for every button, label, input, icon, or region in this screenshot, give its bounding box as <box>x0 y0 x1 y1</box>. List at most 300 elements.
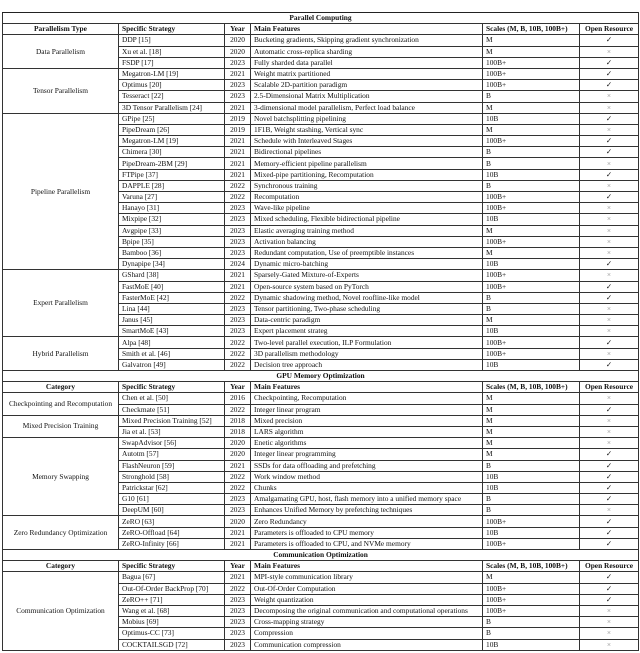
strategy-cell: Jia et al. [53] <box>119 426 225 437</box>
strategy-cell: ZeRO [63] <box>119 516 225 527</box>
table-row <box>3 393 639 404</box>
strategy-cell: G10 [61] <box>119 494 225 505</box>
scales-header: Scales (M, B, 10B, 100B+) <box>483 382 580 393</box>
table-row <box>3 68 639 79</box>
year-cell: 2023 <box>225 628 251 639</box>
year-cell: 2023 <box>225 303 251 314</box>
check-icon: ✓ <box>580 449 639 460</box>
features-cell: Integer linear program <box>251 404 483 415</box>
scale-cell: 100B+ <box>483 594 580 605</box>
strategy-cell: Bpipe [35] <box>119 236 225 247</box>
features-cell: Communication compression <box>251 639 483 650</box>
scale-cell: 100B+ <box>483 538 580 549</box>
features-cell: 2.5-Dimensional Matrix Multiplication <box>251 91 483 102</box>
strategy-cell: SmartMoE [43] <box>119 326 225 337</box>
scale-cell: B <box>483 158 580 169</box>
year-cell: 2020 <box>225 516 251 527</box>
cross-icon: × <box>580 315 639 326</box>
check-icon: ✓ <box>580 404 639 415</box>
features-cell: Cross-mapping strategy <box>251 617 483 628</box>
year-cell: 2023 <box>225 494 251 505</box>
features-cell: Activation balancing <box>251 236 483 247</box>
year-cell: 2022 <box>225 404 251 415</box>
features-cell: Parameters is offloaded to CPU memory <box>251 527 483 538</box>
year-cell: 2021 <box>225 136 251 147</box>
cross-icon: × <box>580 247 639 258</box>
strategy-cell: SwapAdvisor [56] <box>119 438 225 449</box>
strategy-cell: Xu et al. [18] <box>119 46 225 57</box>
strategy-cell: Mixed Precision Training [52] <box>119 415 225 426</box>
scale-cell: B <box>483 292 580 303</box>
scale-cell: 10B <box>483 169 580 180</box>
scale-cell: M <box>483 415 580 426</box>
strategy-cell: Dynapipe [34] <box>119 259 225 270</box>
check-icon: ✓ <box>580 583 639 594</box>
scale-cell: 10B <box>483 259 580 270</box>
year-cell: 2023 <box>225 91 251 102</box>
year-cell: 2021 <box>225 270 251 281</box>
scale-cell: 100B+ <box>483 605 580 616</box>
features-cell: Mixed precision <box>251 415 483 426</box>
year-cell: 2023 <box>225 236 251 247</box>
cross-icon: × <box>580 426 639 437</box>
check-icon: ✓ <box>580 494 639 505</box>
scale-cell: M <box>483 46 580 57</box>
year-cell: 2021 <box>225 169 251 180</box>
features-cell: Dynamic shadowing method, Novel roofline-like model <box>251 292 483 303</box>
strategy-cell: Janus [45] <box>119 315 225 326</box>
category-cell: Expert Parallelism <box>3 270 119 337</box>
features-cell: 3-dimensional model parallelism, Perfect load balance <box>251 102 483 113</box>
features-cell: Mixed-pipe partitioning, Recomputation <box>251 169 483 180</box>
strategy-cell: Checkmate [51] <box>119 404 225 415</box>
features-cell: Memory-efficient pipeline parallelism <box>251 158 483 169</box>
features-cell: LARS algorithm <box>251 426 483 437</box>
year-cell: 2023 <box>225 639 251 650</box>
category-header: Category <box>3 382 119 393</box>
scale-cell: 100B+ <box>483 281 580 292</box>
scale-cell: 10B <box>483 527 580 538</box>
scale-cell: B <box>483 460 580 471</box>
year-cell: 2022 <box>225 359 251 370</box>
year-cell: 2020 <box>225 438 251 449</box>
table-row <box>3 270 639 281</box>
cross-icon: × <box>580 617 639 628</box>
year-cell: 2023 <box>225 605 251 616</box>
features-cell: Weight quantization <box>251 594 483 605</box>
check-icon: ✓ <box>580 359 639 370</box>
strategy-cell: GPipe [25] <box>119 113 225 124</box>
features-cell: Zero Redundancy <box>251 516 483 527</box>
year-cell: 2022 <box>225 192 251 203</box>
features-cell: 1F1B, Weight stashing, Vertical sync <box>251 124 483 135</box>
features-cell: Fully sharded data parallel <box>251 57 483 68</box>
scales-header: Scales (M, B, 10B, 100B+) <box>483 24 580 35</box>
features-cell: Expert placement strateg <box>251 326 483 337</box>
scale-cell: M <box>483 247 580 258</box>
check-icon: ✓ <box>580 35 639 46</box>
section-title-row <box>3 13 639 24</box>
table-row <box>3 337 639 348</box>
scale-cell: M <box>483 393 580 404</box>
check-icon: ✓ <box>580 572 639 583</box>
year-cell: 2020 <box>225 46 251 57</box>
year-cell: 2024 <box>225 259 251 270</box>
strategy-cell: ZeRO-Infinity [66] <box>119 538 225 549</box>
strategy-cell: Bagua [67] <box>119 572 225 583</box>
year-cell: 2022 <box>225 180 251 191</box>
scale-cell: 10B <box>483 639 580 650</box>
features-cell: MPI-style communication library <box>251 572 483 583</box>
cross-icon: × <box>580 628 639 639</box>
year-cell: 2023 <box>225 57 251 68</box>
scale-cell: B <box>483 617 580 628</box>
year-cell: 2018 <box>225 426 251 437</box>
category-cell: Zero Redundancy Optimization <box>3 516 119 550</box>
cross-icon: × <box>580 214 639 225</box>
section-title: Parallel Computing <box>3 13 639 24</box>
scales-header: Scales (M, B, 10B, 100B+) <box>483 561 580 572</box>
features-cell: Out-Of-Order Computation <box>251 583 483 594</box>
strategy-cell: Lina [44] <box>119 303 225 314</box>
category-cell: Pipeline Parallelism <box>3 113 119 270</box>
strategy-cell: Chen et al. [50] <box>119 393 225 404</box>
strategy-cell: Chimera [30] <box>119 147 225 158</box>
check-icon: ✓ <box>580 292 639 303</box>
scale-cell: M <box>483 124 580 135</box>
strategy-cell: Out-Of-Order BackProp [70] <box>119 583 225 594</box>
year-cell: 2023 <box>225 247 251 258</box>
cross-icon: × <box>580 605 639 616</box>
check-icon: ✓ <box>580 80 639 91</box>
cross-icon: × <box>580 639 639 650</box>
strategy-cell: FasterMoE [42] <box>119 292 225 303</box>
strategy-cell: Galvatron [49] <box>119 359 225 370</box>
year-cell: 2021 <box>225 281 251 292</box>
features-cell: Two-level parallel execution, ILP Formulation <box>251 337 483 348</box>
year-cell: 2021 <box>225 538 251 549</box>
features-cell: Redundant computation, Use of preemptible instances <box>251 247 483 258</box>
strategy-cell: FastMoE [40] <box>119 281 225 292</box>
strategy-header: Specific Strategy <box>119 561 225 572</box>
scale-cell: 10B <box>483 214 580 225</box>
year-cell: 2023 <box>225 80 251 91</box>
year-header: Year <box>225 561 251 572</box>
scale-cell: 100B+ <box>483 270 580 281</box>
strategy-cell: COCKTAILSGD [72] <box>119 639 225 650</box>
column-header-row <box>3 561 639 572</box>
features-cell: Schedule with Interleaved Stages <box>251 136 483 147</box>
cross-icon: × <box>580 415 639 426</box>
year-cell: 2023 <box>225 594 251 605</box>
check-icon: ✓ <box>580 337 639 348</box>
check-icon: ✓ <box>580 594 639 605</box>
features-cell: Sparsely-Gated Mixture-of-Experts <box>251 270 483 281</box>
scale-cell: 10B <box>483 113 580 124</box>
scale-cell: M <box>483 438 580 449</box>
strategy-cell: PipeDream [26] <box>119 124 225 135</box>
check-icon: ✓ <box>580 460 639 471</box>
features-cell: Work window method <box>251 471 483 482</box>
scale-cell: M <box>483 35 580 46</box>
category-cell: Mixed Precision Training <box>3 415 119 437</box>
strategy-cell: GShard [38] <box>119 270 225 281</box>
features-cell: Enhances Unified Memory by prefetching techniques <box>251 505 483 516</box>
features-cell: Wave-like pipeline <box>251 203 483 214</box>
scale-cell: 10B <box>483 359 580 370</box>
year-cell: 2020 <box>225 449 251 460</box>
year-cell: 2018 <box>225 415 251 426</box>
cross-icon: × <box>580 505 639 516</box>
scale-cell: M <box>483 426 580 437</box>
scale-cell: M <box>483 102 580 113</box>
cross-icon: × <box>580 393 639 404</box>
features-cell: Amalgamating GPU, host, flash memory into a unified memory space <box>251 494 483 505</box>
scale-cell: 100B+ <box>483 136 580 147</box>
year-cell: 2022 <box>225 471 251 482</box>
scale-cell: 10B <box>483 326 580 337</box>
year-cell: 2021 <box>225 158 251 169</box>
section-title-row <box>3 371 639 382</box>
features-cell: Synchronous training <box>251 180 483 191</box>
check-icon: ✓ <box>580 68 639 79</box>
scale-cell: M <box>483 315 580 326</box>
open-resource-header: Open Resource <box>580 382 639 393</box>
category-cell: Memory Swapping <box>3 438 119 516</box>
scale-cell: 100B+ <box>483 57 580 68</box>
year-cell: 2022 <box>225 348 251 359</box>
table-row <box>3 35 639 46</box>
strategy-cell: DAPPLE [28] <box>119 180 225 191</box>
check-icon: ✓ <box>580 192 639 203</box>
scale-cell: 100B+ <box>483 68 580 79</box>
features-cell: Recomputation <box>251 192 483 203</box>
features-header: Main Features <box>251 561 483 572</box>
features-header: Main Features <box>251 382 483 393</box>
features-cell: Novel batchsplitting pipelining <box>251 113 483 124</box>
table-row <box>3 113 639 124</box>
year-cell: 2022 <box>225 337 251 348</box>
features-cell: Decomposing the original communication and computational operations <box>251 605 483 616</box>
features-cell: Chunks <box>251 482 483 493</box>
category-cell: Tensor Parallelism <box>3 68 119 113</box>
features-cell: Parameters is offloaded to CPU, and NVMe memory <box>251 538 483 549</box>
features-cell: Mixed scheduling, Flexible bidirectional pipeline <box>251 214 483 225</box>
scale-cell: 100B+ <box>483 192 580 203</box>
cross-icon: × <box>580 102 639 113</box>
table-row <box>3 438 639 449</box>
section-title-row <box>3 550 639 561</box>
cross-icon: × <box>580 438 639 449</box>
features-cell: 3D parallelism methodology <box>251 348 483 359</box>
year-cell: 2021 <box>225 527 251 538</box>
year-header: Year <box>225 24 251 35</box>
cross-icon: × <box>580 91 639 102</box>
year-cell: 2021 <box>225 68 251 79</box>
strategy-cell: FSDP [17] <box>119 57 225 68</box>
open-resource-header: Open Resource <box>580 24 639 35</box>
year-cell: 2023 <box>225 203 251 214</box>
check-icon: ✓ <box>580 169 639 180</box>
cross-icon: × <box>580 180 639 191</box>
section-title: Communication Optimization <box>3 550 639 561</box>
check-icon: ✓ <box>580 259 639 270</box>
strategy-cell: Avgpipe [33] <box>119 225 225 236</box>
table-row <box>3 415 639 426</box>
category-cell: Checkpointing and Recomputation <box>3 393 119 415</box>
year-cell: 2020 <box>225 35 251 46</box>
scale-cell: B <box>483 91 580 102</box>
features-cell: SSDs for data offloading and prefetching <box>251 460 483 471</box>
check-icon: ✓ <box>580 113 639 124</box>
cross-icon: × <box>580 348 639 359</box>
year-cell: 2021 <box>225 572 251 583</box>
strategy-cell: Hanayo [31] <box>119 203 225 214</box>
cross-icon: × <box>580 158 639 169</box>
strategy-cell: Mobius [69] <box>119 617 225 628</box>
strategy-cell: Patrickstar [62] <box>119 482 225 493</box>
features-cell: Open-source system based on PyTorch <box>251 281 483 292</box>
cross-icon: × <box>580 326 639 337</box>
strategy-cell: Optimus-CC [73] <box>119 628 225 639</box>
strategy-cell: Smith et al. [46] <box>119 348 225 359</box>
features-cell: Decision tree approach <box>251 359 483 370</box>
features-cell: Integer linear programming <box>251 449 483 460</box>
scale-cell: B <box>483 303 580 314</box>
check-icon: ✓ <box>580 281 639 292</box>
table-row <box>3 572 639 583</box>
features-header: Main Features <box>251 24 483 35</box>
year-cell: 2023 <box>225 326 251 337</box>
year-cell: 2023 <box>225 225 251 236</box>
check-icon: ✓ <box>580 57 639 68</box>
open-resource-header: Open Resource <box>580 561 639 572</box>
features-cell: Elastic averaging training method <box>251 225 483 236</box>
year-header: Year <box>225 382 251 393</box>
scale-cell: 10B <box>483 471 580 482</box>
strategy-cell: Megatron-LM [19] <box>119 68 225 79</box>
strategy-cell: ZeRO-Offload [64] <box>119 527 225 538</box>
year-cell: 2022 <box>225 292 251 303</box>
features-cell: Dynamic micro-batching <box>251 259 483 270</box>
year-cell: 2023 <box>225 505 251 516</box>
category-header: Parallelism Type <box>3 24 119 35</box>
scale-cell: 100B+ <box>483 236 580 247</box>
features-cell: Scalable 2D-partition paradigm <box>251 80 483 91</box>
cross-icon: × <box>580 270 639 281</box>
category-header: Category <box>3 561 119 572</box>
features-cell: Checkpointing, Recomputation <box>251 393 483 404</box>
scale-cell: 10B <box>483 482 580 493</box>
scale-cell: 100B+ <box>483 348 580 359</box>
year-cell: 2019 <box>225 113 251 124</box>
cross-icon: × <box>580 225 639 236</box>
strategy-cell: Optimus [20] <box>119 80 225 91</box>
strategy-cell: Autotm [57] <box>119 449 225 460</box>
cross-icon: × <box>580 46 639 57</box>
scale-cell: B <box>483 147 580 158</box>
systems-comparison-table <box>2 12 639 651</box>
strategy-cell: ZeRO++ [71] <box>119 594 225 605</box>
table-caption-cutoff <box>0 0 640 10</box>
column-header-row <box>3 24 639 35</box>
strategy-cell: Wang et al. [68] <box>119 605 225 616</box>
strategy-cell: PipeDream-2BM [29] <box>119 158 225 169</box>
table-row <box>3 516 639 527</box>
category-cell: Data Parallelism <box>3 35 119 69</box>
scale-cell: 100B+ <box>483 203 580 214</box>
strategy-header: Specific Strategy <box>119 382 225 393</box>
check-icon: ✓ <box>580 147 639 158</box>
strategy-cell: Megatron-LM [19] <box>119 136 225 147</box>
column-header-row <box>3 382 639 393</box>
scale-cell: B <box>483 628 580 639</box>
check-icon: ✓ <box>580 471 639 482</box>
features-cell: Weight matrix partitioned <box>251 68 483 79</box>
category-cell: Hybrid Parallelism <box>3 337 119 371</box>
strategy-cell: Mixpipe [32] <box>119 214 225 225</box>
cross-icon: × <box>580 203 639 214</box>
strategy-cell: DeepUM [60] <box>119 505 225 516</box>
scale-cell: B <box>483 180 580 191</box>
strategy-cell: FTPipe [37] <box>119 169 225 180</box>
year-cell: 2023 <box>225 214 251 225</box>
scale-cell: B <box>483 505 580 516</box>
strategy-cell: Varuna [27] <box>119 192 225 203</box>
features-cell: Enetic algorithms <box>251 438 483 449</box>
strategy-cell: DDP [15] <box>119 35 225 46</box>
check-icon: ✓ <box>580 538 639 549</box>
year-cell: 2021 <box>225 102 251 113</box>
cross-icon: × <box>580 124 639 135</box>
year-cell: 2021 <box>225 460 251 471</box>
strategy-cell: Stronghold [58] <box>119 471 225 482</box>
year-cell: 2016 <box>225 393 251 404</box>
check-icon: ✓ <box>580 136 639 147</box>
year-cell: 2019 <box>225 124 251 135</box>
cross-icon: × <box>580 236 639 247</box>
year-cell: 2023 <box>225 617 251 628</box>
strategy-cell: Tesseract [22] <box>119 91 225 102</box>
section-title: GPU Memory Optimization <box>3 371 639 382</box>
category-cell: Communication Optimization <box>3 572 119 650</box>
features-cell: Compression <box>251 628 483 639</box>
check-icon: ✓ <box>580 482 639 493</box>
features-cell: Automatic cross-replica sharding <box>251 46 483 57</box>
scale-cell: B <box>483 494 580 505</box>
features-cell: Bucketing gradients, Skipping gradient synchronization <box>251 35 483 46</box>
check-icon: ✓ <box>580 527 639 538</box>
year-cell: 2022 <box>225 583 251 594</box>
strategy-cell: Alpa [48] <box>119 337 225 348</box>
check-icon: ✓ <box>580 516 639 527</box>
features-cell: Bidirectional pipelines <box>251 147 483 158</box>
scale-cell: 100B+ <box>483 80 580 91</box>
scale-cell: M <box>483 449 580 460</box>
scale-cell: 100B+ <box>483 516 580 527</box>
scale-cell: M <box>483 225 580 236</box>
features-cell: Data-centric paradigm <box>251 315 483 326</box>
year-cell: 2022 <box>225 482 251 493</box>
cross-icon: × <box>580 303 639 314</box>
scale-cell: 100B+ <box>483 337 580 348</box>
strategy-header: Specific Strategy <box>119 24 225 35</box>
strategy-cell: 3D Tensor Parallelism [24] <box>119 102 225 113</box>
year-cell: 2023 <box>225 315 251 326</box>
scale-cell: 100B+ <box>483 583 580 594</box>
scale-cell: M <box>483 572 580 583</box>
strategy-cell: Bamboo [36] <box>119 247 225 258</box>
